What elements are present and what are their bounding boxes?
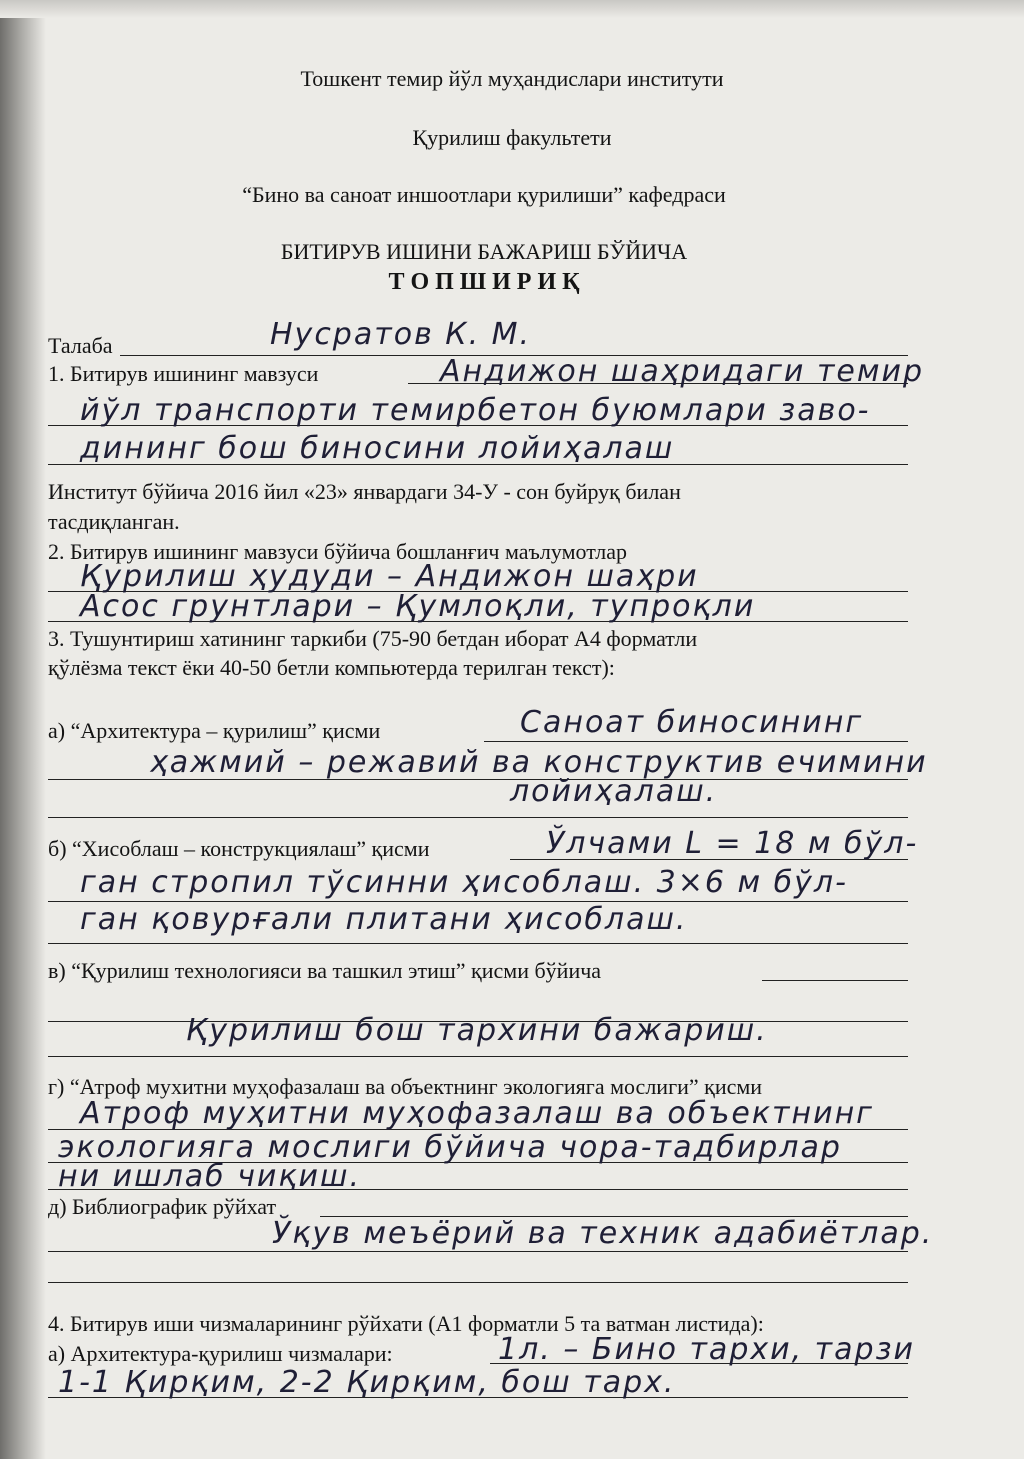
document-subtitle: БИТИРУВ ИШИНИ БАЖАРИШ БЎЙИЧА bbox=[280, 239, 688, 264]
part-d-handwriting-1: Ўқув меъёрий ва техник адабиётлар. bbox=[272, 1216, 934, 1251]
part-a-line-1 bbox=[484, 741, 908, 742]
part-v-line-1 bbox=[762, 980, 908, 981]
section3-line-2: қўлёзма текст ёки 40-50 бетли компьютерда терилган текст): bbox=[48, 655, 615, 680]
section4-handwriting-1: 1л. – Бино тархи, тарзи bbox=[498, 1332, 916, 1367]
part-g-handwriting-3: ни ишлаб чиқиш. bbox=[58, 1159, 362, 1194]
part-a-line-3 bbox=[48, 817, 908, 818]
topic-label: 1. Битирув ишининг мавзуси bbox=[48, 361, 319, 386]
part-v-handwriting-1: Қурилиш бош тархини бажариш. bbox=[186, 1013, 768, 1048]
part-a-label: а) “Архитектура – қурилиш” қисми bbox=[48, 718, 381, 743]
initial-data-handwriting-1: Қурилиш ҳудуди – Андижон шаҳри bbox=[80, 559, 699, 594]
topic-handwriting-2: йўл транспорти темирбетон буюмлари заво- bbox=[80, 393, 871, 428]
section4-handwriting-2: 1-1 Қирқим, 2-2 Қирқим, бош тарх. bbox=[58, 1365, 676, 1400]
part-g-handwriting-1: Атроф муҳитни муҳофазалаш ва объектнинг bbox=[80, 1096, 874, 1131]
page-edge-shadow bbox=[0, 0, 46, 1459]
order-text-line-1: Институт бўйича 2016 йил «23» январдаги 34-У - сон буйруқ билан bbox=[48, 479, 681, 504]
page-top-shadow bbox=[0, 0, 1024, 18]
topic-handwriting-3: дининг бош биносини лойиҳалаш bbox=[80, 431, 675, 466]
part-v-line-3 bbox=[48, 1056, 908, 1057]
part-b-label: б) “Хисоблаш – конструкциялаш” қисми bbox=[48, 836, 430, 861]
document-title: Т О П Ш И Р И Қ bbox=[388, 269, 580, 295]
initial-data-label: 2. Битирув ишининг мавзуси бўйича бошланғич маълумотлар bbox=[48, 539, 628, 564]
order-text-line-2: тасдиқланган. bbox=[48, 509, 180, 534]
part-d-label: д) Библиографик рўйхат bbox=[48, 1194, 277, 1219]
part-v-label: в) “Қурилиш технологияси ва ташкил этиш” қисми бўйича bbox=[48, 958, 602, 983]
initial-data-handwriting-2: Асос грунтлари – Қумлоқли, тупроқли bbox=[80, 589, 756, 624]
section3-line-1: 3. Тушунтириш хатининг таркиби (75-90 бетдан иборат А4 форматли bbox=[48, 626, 698, 651]
institute-name: Тошкент темир йўл муҳандислари институти bbox=[300, 66, 724, 91]
topic-handwriting-1: Андижон шаҳридаги темир bbox=[440, 354, 925, 389]
part-a-handwriting-1: Саноат биносининг bbox=[520, 705, 864, 740]
student-label: Талаба bbox=[48, 333, 113, 358]
faculty-name: Қурилиш факультети bbox=[412, 125, 612, 150]
department-name: “Бино ва саноат иншоотлари қурилиши” кафедраси bbox=[242, 182, 726, 207]
part-b-line-3 bbox=[48, 943, 908, 944]
part-b-handwriting-2: ган стропил тўсинни ҳисоблаш. 3×6 м бўл- bbox=[80, 865, 848, 900]
student-name: Нусратов К. М. bbox=[270, 317, 532, 352]
part-g-label: г) “Атроф мухитни муҳофазалаш ва объектнинг экологияга мослиги” қисми bbox=[48, 1074, 763, 1099]
part-b-handwriting-3: ган қовурғали плитани ҳисоблаш. bbox=[80, 902, 688, 937]
part-a-handwriting-2: ҳажмий – режавий ва конструктив ечимини bbox=[150, 745, 928, 780]
section4-line-1: 4. Битирув иши чизмаларининг рўйхати (А1 форматли 5 та ватман листида): bbox=[48, 1311, 764, 1336]
part-a-handwriting-3: лойиҳалаш. bbox=[510, 774, 718, 809]
part-g-handwriting-2: экологияга мослиги бўйича чора-тадбирлар bbox=[58, 1130, 842, 1165]
part-d-line-3 bbox=[48, 1282, 908, 1283]
section4-drawings-label: а) Архитектура-қурилиш чизмалари: bbox=[48, 1341, 393, 1366]
part-b-handwriting-1: Ўлчами L = 18 м бўл- bbox=[546, 826, 919, 861]
part-d-line-2 bbox=[48, 1251, 908, 1252]
